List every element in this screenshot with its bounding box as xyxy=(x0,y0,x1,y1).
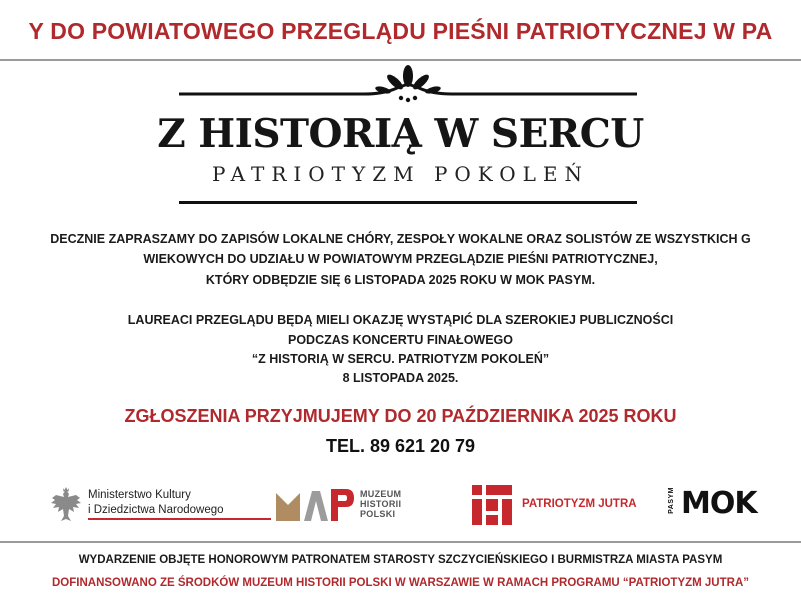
title-divider xyxy=(179,201,637,204)
patriotyzm-jutra-logo xyxy=(470,483,640,527)
muzeum-line-3: POLSKI xyxy=(360,509,396,519)
ministry-logo xyxy=(48,485,238,525)
ministry-text xyxy=(88,488,224,518)
phone-number: TEL. 89 621 20 79 xyxy=(325,436,476,456)
mok-text: MOK xyxy=(681,486,757,521)
top-banner: Y DO POWIATOWEGO PRZEGLĄDU PIEŚNI PATRIOTYCZNEJ W PA xyxy=(28,18,773,44)
laureates-line: LAUREACI PRZEGLĄDU BĘDĄ MIELI OKAZJĘ WYSTĄPIĆ DLA SZEROKIEJ PUBLICZNOŚCI xyxy=(127,313,674,327)
polish-eagle-icon xyxy=(48,485,84,525)
patriotyzm-jutra-logo-icon xyxy=(470,483,514,527)
invitation-line: KTÓRY ODBĘDZIE SIĘ 6 LISTOPADA 2025 ROKU W MOK PASYM. xyxy=(205,273,596,287)
muzeum-logo xyxy=(274,485,444,525)
invitation-line: WIEKOWYCH DO UDZIAŁU W POWIATOWYM PRZEGLĄDZIE PIEŚNI PATRIOTYCZNEJ, xyxy=(143,252,658,266)
ministry-underline xyxy=(88,518,271,520)
top-divider xyxy=(0,59,801,61)
deadline-notice: ZGŁOSZENIA PRZYJMUJEMY DO 20 PAŹDZIERNIKA 2025 ROKU xyxy=(124,406,677,426)
muzeum-historii-polski-logo-icon xyxy=(274,485,356,525)
pasym-vertical-text: PASYM xyxy=(668,487,675,514)
funding-notice: DOFINANSOWANO ZE ŚRODKÓW MUZEUM HISTORII POLSKI W WARSZAWIE W RAMACH PROGRAMU “PATRIOTYZM JUTRA” xyxy=(51,577,750,589)
ministry-line-2: i Dziedzictwa Narodowego xyxy=(88,504,224,516)
bottom-divider xyxy=(0,541,801,543)
patronage-notice: WYDARZENIE OBJĘTE HONOROWYM PATRONATEM STAROSTY SZCZYCIEŃSKIEGO I BURMISTRZA MIASTA PASYM xyxy=(78,554,723,566)
folk-flower-ornament-icon xyxy=(179,64,637,106)
mok-pasym-logo xyxy=(668,484,758,524)
laureates-line: 8 LISTOPADA 2025. xyxy=(342,371,459,385)
event-subtitle: PATRIOTYZM POKOLEŃ xyxy=(212,162,589,186)
ministry-line-1: Ministerstwo Kultury xyxy=(88,489,191,501)
patriotyzm-jutra-text: PATRIOTYZM JUTRA xyxy=(522,498,637,510)
muzeum-line-2: HISTORII xyxy=(360,499,402,509)
laureates-line: “Z HISTORIĄ W SERCU. PATRIOTYZM POKOLEŃ” xyxy=(251,352,550,366)
event-title: Z HISTORIĄ W SERCU xyxy=(157,111,644,157)
muzeum-text xyxy=(360,489,401,519)
laureates-line: PODCZAS KONCERTU FINAŁOWEGO xyxy=(288,333,513,347)
invitation-line: DECZNIE ZAPRASZAMY DO ZAPISÓW LOKALNE CHÓRY, ZESPOŁY WOKALNE ORAZ SOLISTÓW ZE WSZYSTKICH G xyxy=(50,232,751,246)
muzeum-line-1: MUZEUM xyxy=(360,489,402,499)
